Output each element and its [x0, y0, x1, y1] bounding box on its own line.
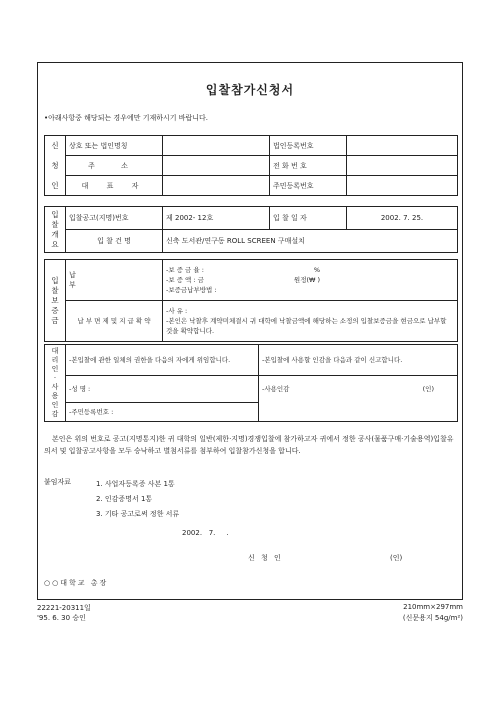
- attachment-item: 3. 기타 공고로써 정한 서류: [96, 510, 180, 518]
- corp-reg-field[interactable]: [347, 136, 458, 156]
- deposit-table: [44, 259, 458, 342]
- form-code: 22221-20311일: [37, 604, 91, 612]
- attachment-item: 1. 사업자등록증 사본 1통: [96, 480, 175, 488]
- declaration-text: 본인은 위의 번호로 공고(지명통지)한 귀 대학의 일반(제한·지명)경쟁입찰에 참가하고자 귀에서 정한 공사(물품구매·기술용역)입찰유의서 및 입찰공고사항을 모두 승낙하고 별첨서류를 첨부하여 입찰참가신청을 합니다.: [44, 435, 454, 455]
- seal-field[interactable]: -사용인감 (인): [259, 376, 458, 422]
- agent-resident-field[interactable]: -주민등록번호 :: [66, 403, 259, 422]
- agent-name-field[interactable]: -성 명 :: [66, 376, 259, 403]
- applicant-table: [44, 135, 458, 196]
- resident-reg-label: 주민등록번호: [270, 176, 347, 196]
- instruction-note: •아래사항중 해당되는 경우에만 기재하시기 바랍니다.: [44, 114, 209, 122]
- phone-field[interactable]: [347, 156, 458, 176]
- waiver-details: -사 유 : -본인은 낙찰후 계약미체결시 귀 대학에 낙찰금액에 해당하는 소정의 입찰보증금을 현금으로 납부할 것을 확약합니다.: [163, 301, 458, 342]
- project-value: 신축 도서관/연구동 ROLL SCREEN 구매설치: [163, 230, 458, 253]
- corp-reg-label: 법인등록번호: [270, 136, 347, 156]
- payment-details: -보 증 금 율 : % -보 증 액 : 금 원정(₩ ) -보증금납부방법 :: [163, 260, 458, 301]
- address-field[interactable]: [163, 156, 270, 176]
- application-form: [37, 62, 463, 600]
- form-title: 입찰참가신청서: [205, 83, 295, 97]
- project-label: 입 찰 건 명: [66, 230, 163, 253]
- approval-date: '95. 6. 30 승인: [37, 614, 86, 622]
- company-name-label: 상호 또는 법인명칭: [66, 136, 163, 156]
- bid-group-label: 입 찰 개 요: [45, 207, 66, 253]
- agent-table: [44, 344, 458, 422]
- bid-date-label: 입 찰 일 자: [270, 207, 347, 230]
- agent-group-label: 대 리 인 · 사 용 인 감: [45, 345, 66, 422]
- delegation-text: -본입찰에 관한 일체의 권한을 다음의 자에게 위임합니다.: [66, 345, 259, 376]
- representative-field[interactable]: [163, 176, 270, 196]
- notice-number-value: 제 2002- 12호: [163, 207, 270, 230]
- address-label: 주 소: [66, 156, 163, 176]
- seal-mark: (인): [422, 385, 434, 393]
- addressee: ○○대학교 총장: [44, 579, 109, 587]
- notice-number-label: 입찰공고(지명)번호: [66, 207, 163, 230]
- bid-date-value: 2002. 7. 25.: [347, 207, 458, 230]
- paper-type: (신문용지 54g/m²): [402, 614, 463, 622]
- signature-applicant-label: 신 청 인: [248, 554, 283, 562]
- representative-label: 대 표 자: [66, 176, 163, 196]
- bid-summary-table: [44, 206, 458, 253]
- deposit-group-label: 입 찰 보 증 금: [45, 260, 66, 342]
- seal-declaration-text: -본입찰에 사용할 인감을 다음과 같이 신고합니다.: [259, 345, 458, 376]
- phone-label: 전 화 번 호: [270, 156, 347, 176]
- applicant-group-label: 신 청 인: [45, 136, 66, 196]
- signature-seal-mark: (인): [390, 554, 403, 562]
- attachments-label: 붙임자료: [44, 478, 72, 486]
- resident-reg-field[interactable]: [347, 176, 458, 196]
- payment-label: 납 부: [66, 260, 163, 301]
- paper-size: 210mm×297mm: [403, 603, 463, 611]
- signature-date: 2002. 7. .: [182, 529, 229, 537]
- waiver-label: 납 부 면 제 및 지 급 확 약: [66, 301, 163, 342]
- attachment-item: 2. 인감증명서 1통: [96, 495, 153, 503]
- attachments-list: [96, 477, 179, 522]
- company-name-field[interactable]: [163, 136, 270, 156]
